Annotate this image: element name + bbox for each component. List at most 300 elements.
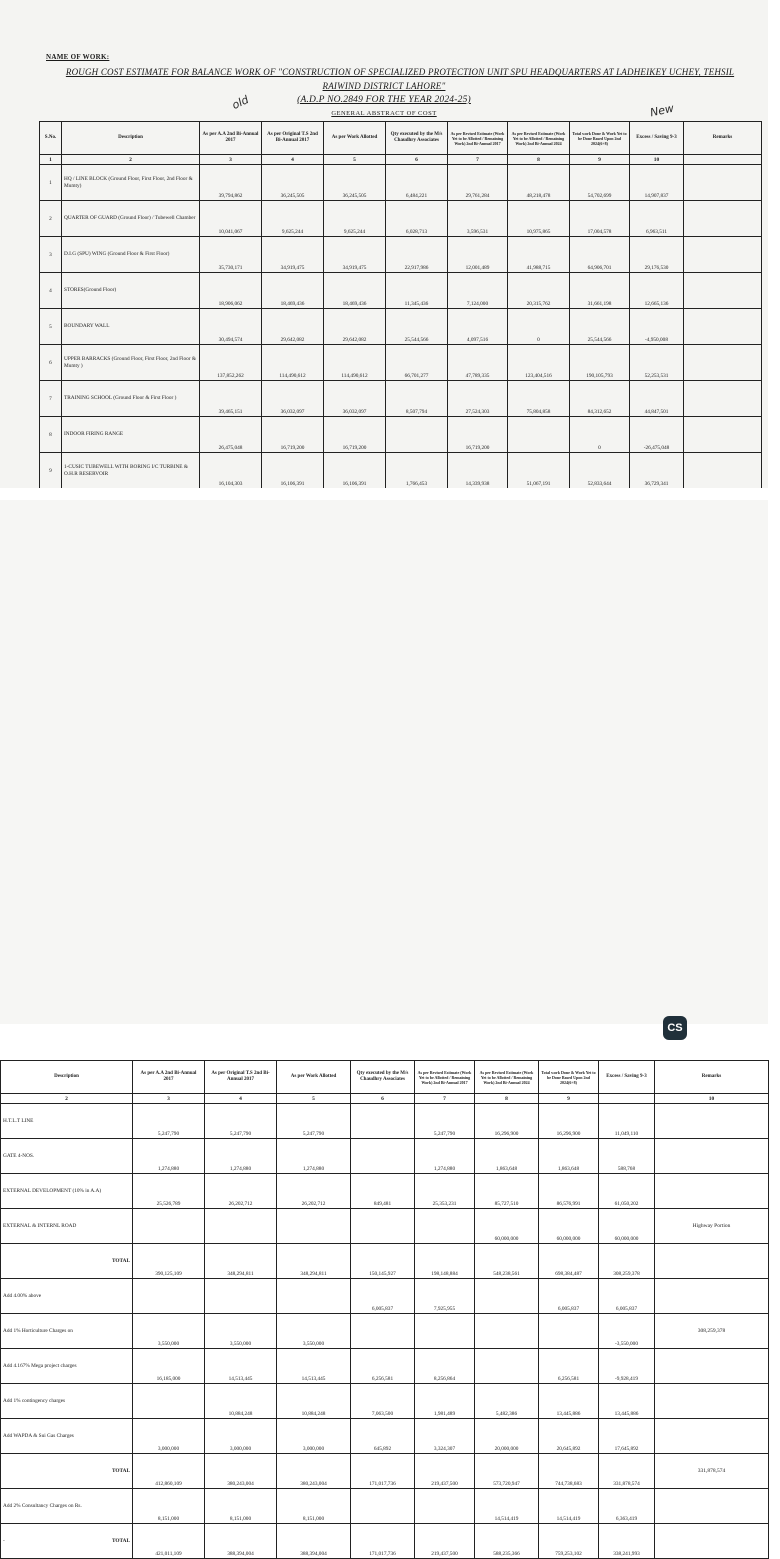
cell-executed [386, 417, 448, 453]
cell-rev2024: 41,988,715 [508, 237, 570, 273]
cell-rev2024: 588,235,366 [475, 1524, 539, 1559]
cell-remarks [655, 1524, 769, 1559]
row-description: HQ / LINE BLOCK (Ground Floor, First Floor, 2nd Floor & Mumty) [62, 165, 200, 201]
cell-excess: 6,363,419 [599, 1489, 655, 1524]
cell-rev2017: 14,339,938 [448, 453, 508, 489]
col-header-remarks: Remarks [655, 1061, 769, 1094]
cell-aa: 30,494,574 [200, 309, 262, 345]
table-row [40, 417, 762, 453]
col-header-rev2017: As per Revised Estimate (Work Yet to be Allotted / Remaining Work) 2nd Bi-Annual 2017 [415, 1061, 475, 1094]
column-number: 8 [475, 1094, 539, 1104]
table-row [40, 237, 762, 273]
cell-remarks [684, 237, 762, 273]
cell-allotted: 114,490,612 [324, 345, 386, 381]
col-header-allotted: As per Work Allotted [277, 1061, 351, 1094]
cell-rev2024 [508, 417, 570, 453]
col-header-total-done: Total work Done & Work Yet to be Done Based Upon 2nd 2024(6+8) [570, 122, 630, 155]
col-header-executed: Qty executed by the M/s Chaudhry Associates [351, 1061, 415, 1094]
cell-rev2017: 12,001,489 [448, 237, 508, 273]
cell-allotted: 29,642,082 [324, 309, 386, 345]
table-row [1, 1314, 769, 1349]
total-label: TOTAL [111, 1258, 130, 1264]
row-description: INDOOR FIRING RANGE [62, 417, 200, 453]
col-header-rev2024: As per Revised Estimate (Work Yet to be Allotted / Remaining Work) 2nd Bi-Annual 2024 [508, 122, 570, 155]
row-description: EXTERNAL & INTERNL ROAD [1, 1209, 133, 1244]
row-sno: 9 [40, 453, 62, 489]
cell-rev2017: 219,437,500 [415, 1524, 475, 1559]
cell-remarks: 308,259,378 [655, 1314, 769, 1349]
cell-aa: 26,475,048 [200, 417, 262, 453]
cell-rev2024: 10,975,865 [508, 201, 570, 237]
table-row [40, 453, 762, 489]
cell-allotted [277, 1209, 351, 1244]
cell-aa: 3,000,000 [133, 1419, 205, 1454]
cell-ts: 10,884,248 [205, 1384, 277, 1419]
cost-abstract-table-page-2 [0, 1060, 769, 1559]
col-header-description: Description [62, 122, 200, 155]
cell-total_done: 54,702,699 [570, 165, 630, 201]
cell-aa: 1,274,880 [133, 1139, 205, 1174]
table-row [1, 1174, 769, 1209]
row-sno: 8 [40, 417, 62, 453]
row-description [1, 1524, 133, 1559]
cell-ts: 16,719,200 [262, 417, 324, 453]
cell-executed: 8,507,794 [386, 381, 448, 417]
row-description: Add 1% Horticulture Charges on [1, 1314, 133, 1349]
col-header-total-done: Total work Done & Work Yet to be Done Based Upon 2nd 2024(6+8) [539, 1061, 599, 1094]
name-of-work-label: NAME OF WORK: [46, 53, 110, 61]
cell-allotted: 3,000,000 [277, 1419, 351, 1454]
cell-ts: 36,032,097 [262, 381, 324, 417]
table-row [1, 1384, 769, 1419]
cell-excess: 17,645,892 [599, 1419, 655, 1454]
cell-ts: 114,490,612 [262, 345, 324, 381]
cell-rev2024: 14,514,419 [475, 1489, 539, 1524]
table-header-row [40, 122, 762, 155]
cell-executed: 6,484,221 [386, 165, 448, 201]
cell-allotted: 36,245,505 [324, 165, 386, 201]
row-description [1, 1244, 133, 1279]
cell-executed: 6,028,713 [386, 201, 448, 237]
cell-remarks [655, 1279, 769, 1314]
cell-excess: -9,928,419 [599, 1349, 655, 1384]
cost-abstract-table-page-1 [39, 121, 762, 514]
cell-ts: 5,247,790 [205, 1104, 277, 1139]
cell-allotted: 8,151,000 [277, 1489, 351, 1524]
cell-ts: 1,274,880 [205, 1139, 277, 1174]
table-row [1, 1104, 769, 1139]
cell-rev2017: 5,247,790 [415, 1104, 475, 1139]
cell-total_done: 698,384,487 [539, 1244, 599, 1279]
table-row [1, 1139, 769, 1174]
col-header-description: Description [1, 1061, 133, 1094]
column-number-row [40, 155, 762, 165]
row-description: GATE 4-NOS. [1, 1139, 133, 1174]
cell-executed: 6,256,581 [351, 1349, 415, 1384]
table-row [40, 309, 762, 345]
column-number: 3 [133, 1094, 205, 1104]
cell-executed: 171,017,736 [351, 1524, 415, 1559]
cell-rev2024 [475, 1314, 539, 1349]
scan-page-1 [0, 0, 768, 488]
cell-ts: 34,919,475 [262, 237, 324, 273]
column-number: 8 [508, 155, 570, 165]
cell-allotted: 36,032,097 [324, 381, 386, 417]
cell-total_done: 6,256,581 [539, 1349, 599, 1384]
cell-executed: 22,917,986 [386, 237, 448, 273]
cell-remarks [655, 1244, 769, 1279]
cell-excess: -4,950,008 [630, 309, 684, 345]
row-description: Add 1% contingency charges [1, 1384, 133, 1419]
cell-rev2017: 8,256,864 [415, 1349, 475, 1384]
row-sno: 1 [40, 165, 62, 201]
cell-executed: 11,345,436 [386, 273, 448, 309]
cell-rev2024: 548,238,561 [475, 1244, 539, 1279]
cell-executed [351, 1104, 415, 1139]
column-number: 2 [62, 155, 200, 165]
cell-remarks [655, 1384, 769, 1419]
row-description: STORES(Ground Floor) [62, 273, 200, 309]
cell-total_done: 16,296,900 [539, 1104, 599, 1139]
row-sno: 6 [40, 345, 62, 381]
cell-rev2024: 85,727,510 [475, 1174, 539, 1209]
row-description: BOUNDARY WALL [62, 309, 200, 345]
table-header-row [1, 1061, 769, 1094]
cell-excess: 12,665,136 [630, 273, 684, 309]
cell-aa: 390,125,109 [133, 1244, 205, 1279]
col-header-rev2017: As per Revised Estimate (Work Yet to be Allotted / Remaining Work) 2nd Bi-Annual 2017 [448, 122, 508, 155]
abstract-heading: GENERAL ABSTRACT OF COST [331, 110, 437, 117]
cell-executed: 7,063,500 [351, 1384, 415, 1419]
cell-rev2017: 25,353,231 [415, 1174, 475, 1209]
cell-total_done: 52,833,644 [570, 453, 630, 489]
cell-allotted: 16,106,391 [324, 453, 386, 489]
adp-reference: (A.D.P NO.2849 FOR THE YEAR 2024-25) [297, 95, 471, 105]
cell-rev2017: 198,148,884 [415, 1244, 475, 1279]
cell-rev2024: 51,067,191 [508, 453, 570, 489]
cell-executed: 150,145,927 [351, 1244, 415, 1279]
cell-allotted: 26,202,712 [277, 1174, 351, 1209]
col-header-excess: Excess / Saving 9-3 [599, 1061, 655, 1094]
cell-total_done: 25,544,566 [570, 309, 630, 345]
cell-remarks [684, 309, 762, 345]
cell-allotted: 348,294,811 [277, 1244, 351, 1279]
cell-remarks [684, 453, 762, 489]
cell-allotted [277, 1279, 351, 1314]
cell-aa: 35,730,171 [200, 237, 262, 273]
cell-total_done: 14,514,419 [539, 1489, 599, 1524]
cell-executed [351, 1489, 415, 1524]
cell-remarks [655, 1104, 769, 1139]
cell-rev2024: 1,863,648 [475, 1139, 539, 1174]
cell-rev2017: 29,761,284 [448, 165, 508, 201]
cell-ts: 3,550,000 [205, 1314, 277, 1349]
cell-excess: 588,768 [599, 1139, 655, 1174]
column-number: 7 [415, 1094, 475, 1104]
table-row [40, 381, 762, 417]
cell-rev2024: 123,404,516 [508, 345, 570, 381]
cell-excess: -26,475,048 [630, 417, 684, 453]
cell-rev2017: 1,981,489 [415, 1384, 475, 1419]
cell-total_done: 6,005,837 [539, 1279, 599, 1314]
row-description [1, 1454, 133, 1489]
col-header-aa: As per A.A 2nd Bi-Annual 2017 [133, 1061, 205, 1094]
row-description: D.I.G (SPU) WING (Ground Floor & First Floor) [62, 237, 200, 273]
column-number: 10 [655, 1094, 769, 1104]
cell-allotted: 388,394,004 [277, 1524, 351, 1559]
cell-allotted: 380,243,004 [277, 1454, 351, 1489]
col-header-ts: As per Original T.S 2nd Bi-Annual 2017 [262, 122, 324, 155]
cell-excess: -3,550,000 [599, 1314, 655, 1349]
handwritten-old-annotation: old [230, 93, 251, 112]
cell-rev2017: 4,097,516 [448, 309, 508, 345]
column-number-row [1, 1094, 769, 1104]
cell-total_done: 190,105,793 [570, 345, 630, 381]
cell-remarks [684, 417, 762, 453]
column-number: 7 [448, 155, 508, 165]
cell-rev2017: 27,524,303 [448, 381, 508, 417]
cell-total_done: 744,738,683 [539, 1454, 599, 1489]
row-description: UPPER BARRACKS (Ground Floor, First Floor, 2nd Floor & Mumty ) [62, 345, 200, 381]
cell-allotted: 5,247,790 [277, 1104, 351, 1139]
cell-rev2024: 16,296,900 [475, 1104, 539, 1139]
cell-total_done: 60,000,000 [539, 1209, 599, 1244]
cell-executed: 171,017,736 [351, 1454, 415, 1489]
cell-remarks [684, 165, 762, 201]
cell-executed: 645,892 [351, 1419, 415, 1454]
col-header-rev2024: As per Revised Estimate (Work Yet to be Allotted / Remaining Work) 2nd Bi-Annual 2024 [475, 1061, 539, 1094]
cell-ts: 14,513,445 [205, 1349, 277, 1384]
table-row [1, 1279, 769, 1314]
cell-total_done: 1,863,648 [539, 1139, 599, 1174]
cell-aa: 5,247,790 [133, 1104, 205, 1139]
col-header-sno: S.No. [40, 122, 62, 155]
cell-rev2024: 75,804,858 [508, 381, 570, 417]
cell-remarks: 331,878,574 [655, 1454, 769, 1489]
row-description: Add 4.167% Mega project charges [1, 1349, 133, 1384]
column-number: 4 [205, 1094, 277, 1104]
column-number: 4 [262, 155, 324, 165]
cell-rev2017: 16,719,200 [448, 417, 508, 453]
table-row [1, 1489, 769, 1524]
cell-rev2024: 5,482,386 [475, 1384, 539, 1419]
row-sno: 2 [40, 201, 62, 237]
column-number: 6 [386, 155, 448, 165]
cell-ts: 8,151,000 [205, 1489, 277, 1524]
col-header-remarks: Remarks [684, 122, 762, 155]
cell-rev2024: 573,720,947 [475, 1454, 539, 1489]
cell-excess: 6,963,511 [630, 201, 684, 237]
cell-aa: 25,526,789 [133, 1174, 205, 1209]
cell-excess: 29,176,530 [630, 237, 684, 273]
cell-rev2024 [475, 1279, 539, 1314]
cell-excess: 331,878,574 [599, 1454, 655, 1489]
col-header-executed: Qty executed by the M/s Chaudhry Associates [386, 122, 448, 155]
cell-aa: 8,151,000 [133, 1489, 205, 1524]
cell-executed [351, 1209, 415, 1244]
cell-aa: 137,852,262 [200, 345, 262, 381]
cell-remarks [655, 1419, 769, 1454]
row-sno: 5 [40, 309, 62, 345]
total-row [1, 1454, 769, 1489]
total-row [1, 1244, 769, 1279]
cell-excess: 11,049,110 [599, 1104, 655, 1139]
cell-executed: 6,005,837 [351, 1279, 415, 1314]
cell-allotted: 34,919,475 [324, 237, 386, 273]
cell-ts: 9,625,244 [262, 201, 324, 237]
column-number: 10 [630, 155, 684, 165]
table-row [40, 201, 762, 237]
table-row [40, 165, 762, 201]
cell-total_done: 13,445,886 [539, 1384, 599, 1419]
cell-executed: 849,481 [351, 1174, 415, 1209]
cell-total_done: 759,253,102 [539, 1524, 599, 1559]
cell-excess: 6,005,837 [599, 1279, 655, 1314]
cell-executed [351, 1314, 415, 1349]
cell-remarks [684, 201, 762, 237]
cell-rev2024: 60,000,000 [475, 1209, 539, 1244]
col-header-aa: As per A.A 2nd Bi-Annual 2017 [200, 122, 262, 155]
cell-rev2017: 3,324,307 [415, 1419, 475, 1454]
cell-remarks [655, 1349, 769, 1384]
cell-executed: 25,544,566 [386, 309, 448, 345]
cell-excess: 60,000,000 [599, 1209, 655, 1244]
row-description: Add 2% Consultancy Charges on Rs. [1, 1489, 133, 1524]
cell-total_done: 64,906,701 [570, 237, 630, 273]
cell-ts: 16,106,391 [262, 453, 324, 489]
table-row [40, 345, 762, 381]
column-number: 2 [1, 1094, 133, 1104]
cell-allotted: 16,719,200 [324, 417, 386, 453]
cell-aa: 39,465,151 [200, 381, 262, 417]
cell-rev2017 [415, 1489, 475, 1524]
row-description-text: - [3, 1538, 5, 1544]
cell-ts: 26,202,712 [205, 1174, 277, 1209]
cell-aa [133, 1384, 205, 1419]
estimate-title-line-2: RAIWIND DISTRICT LAHORE" [322, 81, 446, 91]
col-header-ts: As per Original T.S 2nd Bi-Annual 2017 [205, 1061, 277, 1094]
cell-ts [205, 1209, 277, 1244]
cell-rev2017: 1,274,880 [415, 1139, 475, 1174]
table-row [1, 1419, 769, 1454]
cell-aa: 10,041,067 [200, 201, 262, 237]
cell-aa: 16,104,303 [200, 453, 262, 489]
cell-allotted: 14,513,445 [277, 1349, 351, 1384]
cell-allotted: 9,625,244 [324, 201, 386, 237]
row-description: TRAINING SCHOOL (Ground Floor & First Floor ) [62, 381, 200, 417]
table-row [1, 1209, 769, 1244]
cell-aa: 3,550,000 [133, 1314, 205, 1349]
cell-total_done: 84,312,652 [570, 381, 630, 417]
row-description: 1-CUSIC TUBEWELL WITH BORING I/C TURBINE & O.H.R RESERVOIR [62, 453, 200, 489]
scan-page-2 [0, 500, 768, 1557]
total-label: TOTAL [111, 1468, 130, 1474]
cell-aa: 421,011,109 [133, 1524, 205, 1559]
col-header-allotted: As per Work Allotted [324, 122, 386, 155]
cell-aa: 39,794,862 [200, 165, 262, 201]
cell-ts: 18,469,436 [262, 273, 324, 309]
estimate-title-line-1: ROUGH COST ESTIMATE FOR BALANCE WORK OF "CONSTRUCTION OF SPECIALIZED PROTECTION UNIT SPU HEADQUARTERS AT LADHEIKEY UCHEY, TEHSIL [65, 67, 735, 77]
cell-total_done: 31,661,198 [570, 273, 630, 309]
cell-excess: 338,241,993 [599, 1524, 655, 1559]
cell-rev2017: 7,925,955 [415, 1279, 475, 1314]
cell-rev2017: 219,437,500 [415, 1454, 475, 1489]
row-description: Add WAPDA & Sui Gas Charges [1, 1419, 133, 1454]
cell-rev2024: 48,218,478 [508, 165, 570, 201]
cell-remarks [655, 1174, 769, 1209]
cell-aa: 412,860,109 [133, 1454, 205, 1489]
cell-aa: 18,906,062 [200, 273, 262, 309]
cell-allotted: 3,550,000 [277, 1314, 351, 1349]
row-sno: 7 [40, 381, 62, 417]
cell-allotted: 18,469,436 [324, 273, 386, 309]
cell-rev2017 [415, 1209, 475, 1244]
cell-remarks [684, 345, 762, 381]
cell-excess: 308,259,378 [599, 1244, 655, 1279]
cell-rev2024 [475, 1349, 539, 1384]
camscanner-logo: CS [663, 1016, 687, 1040]
column-number: 5 [277, 1094, 351, 1104]
cell-ts: 3,000,000 [205, 1419, 277, 1454]
cell-excess: 13,445,886 [599, 1384, 655, 1419]
cell-remarks [655, 1489, 769, 1524]
cell-remarks [684, 381, 762, 417]
cell-rev2024: 20,315,762 [508, 273, 570, 309]
col-header-excess: Excess / Saving 9-3 [630, 122, 684, 155]
cell-allotted: 1,274,880 [277, 1139, 351, 1174]
cell-ts: 348,294,811 [205, 1244, 277, 1279]
cell-allotted: 10,884,248 [277, 1384, 351, 1419]
cell-total_done: 20,645,892 [539, 1419, 599, 1454]
cell-excess: 14,907,837 [630, 165, 684, 201]
row-description: H.T.L.T LINE [1, 1104, 133, 1139]
total-row [1, 1524, 769, 1559]
cell-aa [133, 1209, 205, 1244]
column-number: 3 [200, 155, 262, 165]
column-number: 5 [324, 155, 386, 165]
column-number: 1 [40, 155, 62, 165]
cell-total_done: 17,004,578 [570, 201, 630, 237]
cell-excess: 44,847,501 [630, 381, 684, 417]
cell-total_done [539, 1314, 599, 1349]
row-sno: 3 [40, 237, 62, 273]
cell-executed: 66,701,277 [386, 345, 448, 381]
cell-aa [133, 1279, 205, 1314]
cell-rev2017: 3,596,531 [448, 201, 508, 237]
row-description: QUARTER OF GUARD (Ground Floor) / Tubewell Chamber [62, 201, 200, 237]
cell-ts: 380,243,004 [205, 1454, 277, 1489]
row-description: Add 4.00% above [1, 1279, 133, 1314]
row-sno: 4 [40, 273, 62, 309]
handwritten-new-annotation: New [648, 101, 676, 120]
total-label: TOTAL [111, 1538, 130, 1544]
column-number: 9 [570, 155, 630, 165]
cell-rev2024: 20,000,000 [475, 1419, 539, 1454]
table-row [1, 1349, 769, 1384]
cell-aa: 16,185,000 [133, 1349, 205, 1384]
cell-excess: 61,050,202 [599, 1174, 655, 1209]
cell-remarks [655, 1139, 769, 1174]
cell-executed: 1,766,453 [386, 453, 448, 489]
table-row [40, 273, 762, 309]
cell-excess: 52,253,531 [630, 345, 684, 381]
cell-rev2017: 47,789,335 [448, 345, 508, 381]
cell-total_done: 86,576,991 [539, 1174, 599, 1209]
cell-remarks [684, 273, 762, 309]
cell-total_done: 0 [570, 417, 630, 453]
cell-ts: 388,394,004 [205, 1524, 277, 1559]
cell-rev2017: 7,124,000 [448, 273, 508, 309]
